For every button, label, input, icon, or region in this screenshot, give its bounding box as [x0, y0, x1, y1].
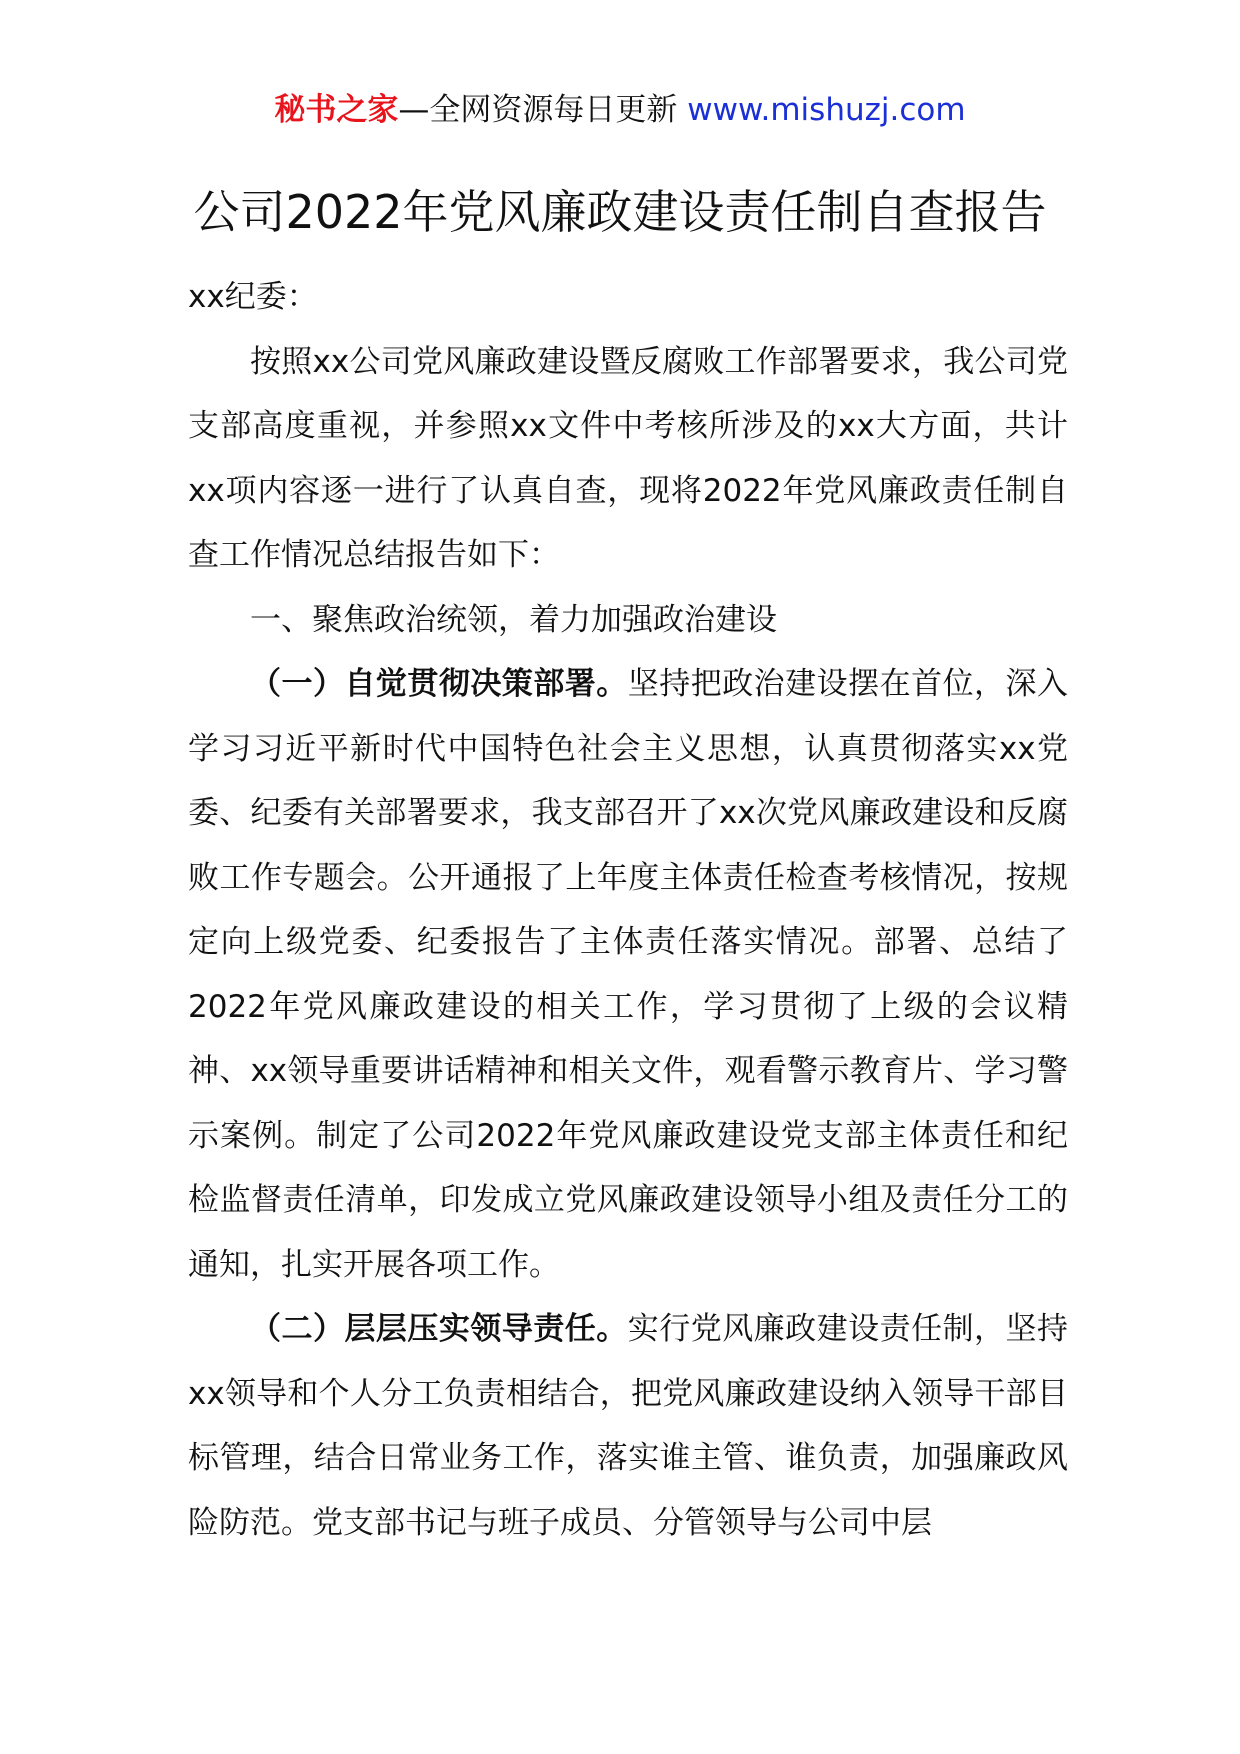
- item-1-text: 坚持把政治建设摆在首位，深入学习习近平新时代中国特色社会主义思想，认真贯彻落实xx党委、纪委有关部署要求，我支部召开了xx次党风廉政建设和反腐败工作专题会。公开通报了上年度主体责任检查考核情况，按规定向上级党委、纪委报告了主体责任落实情况。部署、总结了2022年党风廉政建设的相关工作，学习贯彻了上级的会议精神、xx领导重要讲话精神和相关文件，观看警示教育片、学习警示案例。制定了公司2022年党风廉政建设党支部主体责任和纪检监督责任清单，印发成立党风廉政建设领导小组及责任分工的通知，扎实开展各项工作。: [188, 666, 1069, 1283]
- document-title: 公司2022年党风廉政建设责任制自查报告: [193, 185, 1047, 239]
- header-tagline: —全网资源每日更新: [398, 92, 678, 128]
- item-1-lead: （一）自觉贯彻决策部署。: [250, 666, 628, 702]
- header-banner: [0, 88, 1240, 132]
- brand-name: 秘书之家: [274, 92, 399, 128]
- item-2-paragraph: [188, 1297, 1068, 1555]
- intro-paragraph: 按照xx公司党风廉政建设暨反腐败工作部署要求，我公司党支部高度重视，并参照xx文件中考核所涉及的xx大方面，共计xx项内容逐一进行了认真自查，现将2022年党风廉政责任制自查工作情况总结报告如下：: [188, 343, 1068, 573]
- item-2-text: 实行党风廉政建设责任制，坚持xx领导和个人分工负责相结合，把党风廉政建设纳入领导干部目标管理，结合日常业务工作，落实谁主管、谁负责，加强廉政风险防范。党支部书记与班子成员、分管领导与公司中层: [188, 1311, 1069, 1541]
- item-1-paragraph: [188, 652, 1068, 1297]
- document-body: [188, 265, 1068, 1555]
- section-heading: 一、聚焦政治统领，着力加强政治建设: [250, 601, 777, 638]
- salutation: xx纪委：: [188, 279, 318, 315]
- site-url-link[interactable]: www.mishuzj.com: [687, 92, 966, 128]
- item-2-lead: （二）层层压实领导责任。: [250, 1311, 628, 1347]
